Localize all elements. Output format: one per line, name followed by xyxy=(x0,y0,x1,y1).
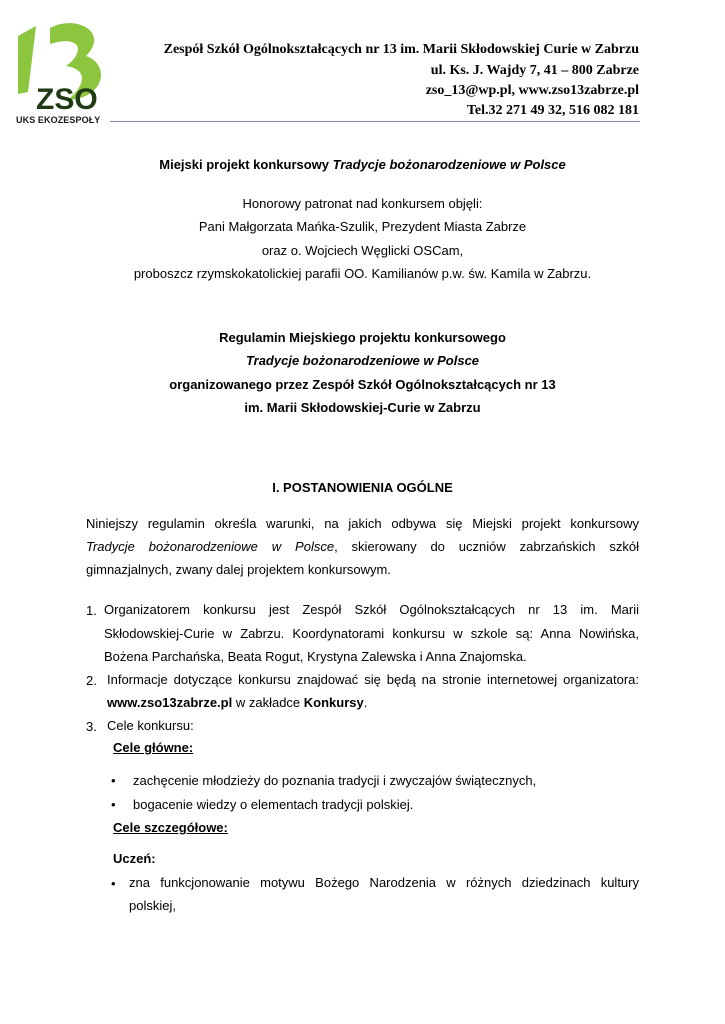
detailed-goals-label: Cele szczegółowe: xyxy=(113,820,228,835)
detail-goal-1-line1: zna funkcjonowanie motywu Bożego Narodzenia w różnych dziedzinach kultury xyxy=(129,875,639,890)
list-item-1-line1: Organizatorem konkursu jest Zespół Szkół Ogólnokształcących nr 13 im. Marii xyxy=(104,602,639,617)
list-item-2-number: 2. xyxy=(86,673,97,688)
school-logo xyxy=(6,14,116,126)
patronage-parish: proboszcz rzymskokatolickiej parafii OO. Kamilianów p.w. św. Kamila w Zabrzu. xyxy=(133,266,592,281)
bullet-detail-1: • xyxy=(111,876,116,891)
list-item-2-end: . xyxy=(363,695,368,710)
main-goals-label: Cele główne: xyxy=(113,740,194,755)
header-divider xyxy=(110,121,640,122)
regulation-title-line2: Tradycje bożonarodzeniowe w Polsce xyxy=(245,353,480,368)
list-item-2-mid: w zakładce xyxy=(232,695,304,710)
project-title xyxy=(0,157,725,172)
main-goal-2: bogacenie wiedzy o elementach tradycji polskiej. xyxy=(133,797,414,812)
logo-text: ZSO xyxy=(36,83,98,116)
logo-caption: UKS EKOZESPOŁY xyxy=(16,115,101,125)
list-item-1-line3: Bożena Parchańska, Beata Rogut, Krystyna Zalewska i Anna Znajomska. xyxy=(104,649,527,664)
intro-line2-rest: , skierowany do uczniów zabrzańskich szkół xyxy=(334,539,639,554)
list-item-1-number: 1. xyxy=(86,603,97,618)
patronage-heading: Honorowy patronat nad konkursem objęli: xyxy=(242,196,483,211)
project-title-prefix: Miejski projekt konkursowy xyxy=(159,157,333,172)
list-item-2-line2 xyxy=(107,691,367,714)
list-item-2-line1: Informacje dotyczące konkursu znajdować się będą na stronie internetowej organizatora: xyxy=(107,672,639,687)
list-item-3-label: Cele konkursu: xyxy=(107,718,194,733)
patronage-priest: oraz o. Wojciech Węglicki OSCam, xyxy=(261,243,464,258)
list-item-1-line2: Skłodowskiej-Curie w Zabrzu. Koordynatorami konkursu w szkole są: Anna Nowińska, xyxy=(104,626,639,641)
organizer-website-link[interactable]: www.zso13zabrze.pl xyxy=(107,695,233,710)
list-item-3-number: 3. xyxy=(86,719,97,734)
intro-line2 xyxy=(86,535,639,558)
header-address: ul. Ks. J. Wajdy 7, 41 – 800 Zabrze xyxy=(430,63,639,78)
header-school-name: Zespół Szkół Ogólnokształcących nr 13 im. Marii Skłodowskiej Curie w Zabrzu xyxy=(163,42,639,57)
patronage-mayor: Pani Małgorzata Mańka-Szulik, Prezydent Miasta Zabrze xyxy=(198,219,527,234)
contests-tab-name: Konkursy xyxy=(303,695,364,710)
project-title-name: Tradycje bożonarodzeniowe w Polsce xyxy=(332,157,566,172)
intro-line1: Niniejszy regulamin określa warunki, na jakich odbywa się Miejski projekt konkursowy xyxy=(86,516,639,531)
bullet-main-goal-1: • xyxy=(111,773,116,788)
header-phone: Tel.32 271 49 32, 516 082 181 xyxy=(466,103,639,118)
regulation-title-line1: Regulamin Miejskiego projektu konkursowego xyxy=(219,330,506,345)
intro-project-name: Tradycje bożonarodzeniowe w Polsce xyxy=(86,539,335,554)
detail-goal-1-line2: polskiej, xyxy=(129,898,176,913)
header-email-web: zso_13@wp.pl, www.zso13zabrze.pl xyxy=(425,83,639,98)
main-goal-1: zachęcenie młodzieży do poznania tradycji i zwyczajów świątecznych, xyxy=(133,773,537,788)
section-heading: I. POSTANOWIENIA OGÓLNE xyxy=(272,480,453,495)
logo-stroke-one xyxy=(18,26,36,94)
bullet-main-goal-2: • xyxy=(111,797,116,812)
regulation-title-line3: organizowanego przez Zespół Szkół Ogólnokształcących nr 13 xyxy=(169,377,556,392)
intro-line3: gimnazjalnych, zwany dalej projektem konkursowym. xyxy=(86,562,391,577)
regulation-title-line4: im. Marii Skłodowskiej-Curie w Zabrzu xyxy=(244,400,481,415)
student-label: Uczeń: xyxy=(113,851,156,866)
